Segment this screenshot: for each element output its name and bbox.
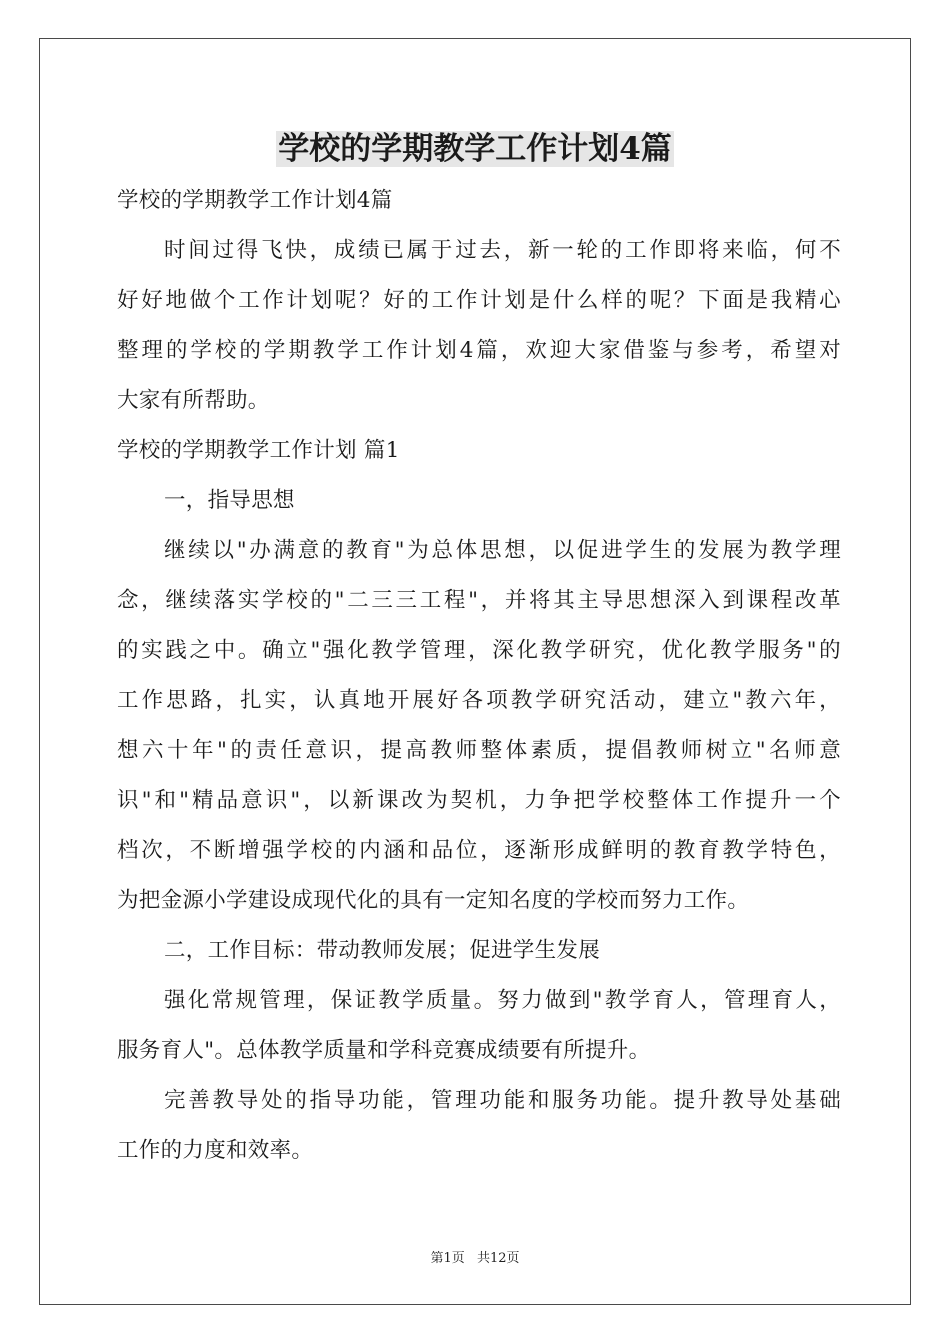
paragraph-line: 为把金源小学建设成现代化的具有一定知名度的学校而努力工作。 bbox=[117, 888, 750, 913]
document-title bbox=[0, 126, 950, 172]
paragraph-line: 工作的力度和效率。 bbox=[117, 1138, 314, 1163]
paragraph-line: 服务育人"。总体教学质量和学科竞赛成绩要有所提升。 bbox=[117, 1038, 651, 1063]
paragraph-line: 档次，不断增强学校的内涵和品位，逐渐形成鲜明的教育教学特色， bbox=[117, 838, 841, 863]
paragraph-line: 识"和"精品意识"，以新课改为契机，力争把学校整体工作提升一个 bbox=[117, 788, 841, 813]
paragraph-line: 完善教导处的指导功能，管理功能和服务功能。提升教导处基础 bbox=[164, 1088, 841, 1113]
subheading-guiding-thought: 一，指导思想 bbox=[164, 488, 295, 513]
paragraph-line: 继续以"办满意的教育"为总体思想，以促进学生的发展为教学理 bbox=[164, 538, 841, 563]
document-title-text: 学校的学期教学工作计划4篇 bbox=[278, 131, 672, 167]
page-footer bbox=[0, 1247, 950, 1266]
section-heading-1: 学校的学期教学工作计划 篇1 bbox=[117, 438, 400, 463]
page-number: 第1页 bbox=[430, 1251, 465, 1266]
subtitle-line: 学校的学期教学工作计划4篇 bbox=[117, 188, 393, 213]
paragraph-line: 强化常规管理，保证教学质量。努力做到"教学育人，管理育人， bbox=[164, 988, 841, 1013]
intro-line-3: 整理的学校的学期教学工作计划4篇，欢迎大家借鉴与参考，希望对 bbox=[117, 338, 841, 363]
page-total: 共12页 bbox=[476, 1251, 520, 1266]
paragraph-line: 想六十年"的责任意识，提高教师整体素质，提倡教师树立"名师意 bbox=[117, 738, 841, 763]
document-body bbox=[117, 176, 841, 1176]
paragraph-line: 念，继续落实学校的"二三三工程"，并将其主导思想深入到课程改革 bbox=[117, 588, 841, 613]
intro-line-2: 好好地做个工作计划呢？好的工作计划是什么样的呢？下面是我精心 bbox=[117, 288, 841, 313]
intro-line-4: 大家有所帮助。 bbox=[117, 388, 270, 413]
paragraph-line: 工作思路，扎实，认真地开展好各项教学研究活动，建立"教六年， bbox=[117, 688, 841, 713]
paragraph-line: 的实践之中。确立"强化教学管理，深化教学研究，优化教学服务"的 bbox=[117, 638, 841, 663]
intro-line-1: 时间过得飞快，成绩已属于过去，新一轮的工作即将来临，何不 bbox=[164, 238, 841, 263]
subheading-work-goals: 二，工作目标：带动教师发展；促进学生发展 bbox=[164, 938, 601, 963]
